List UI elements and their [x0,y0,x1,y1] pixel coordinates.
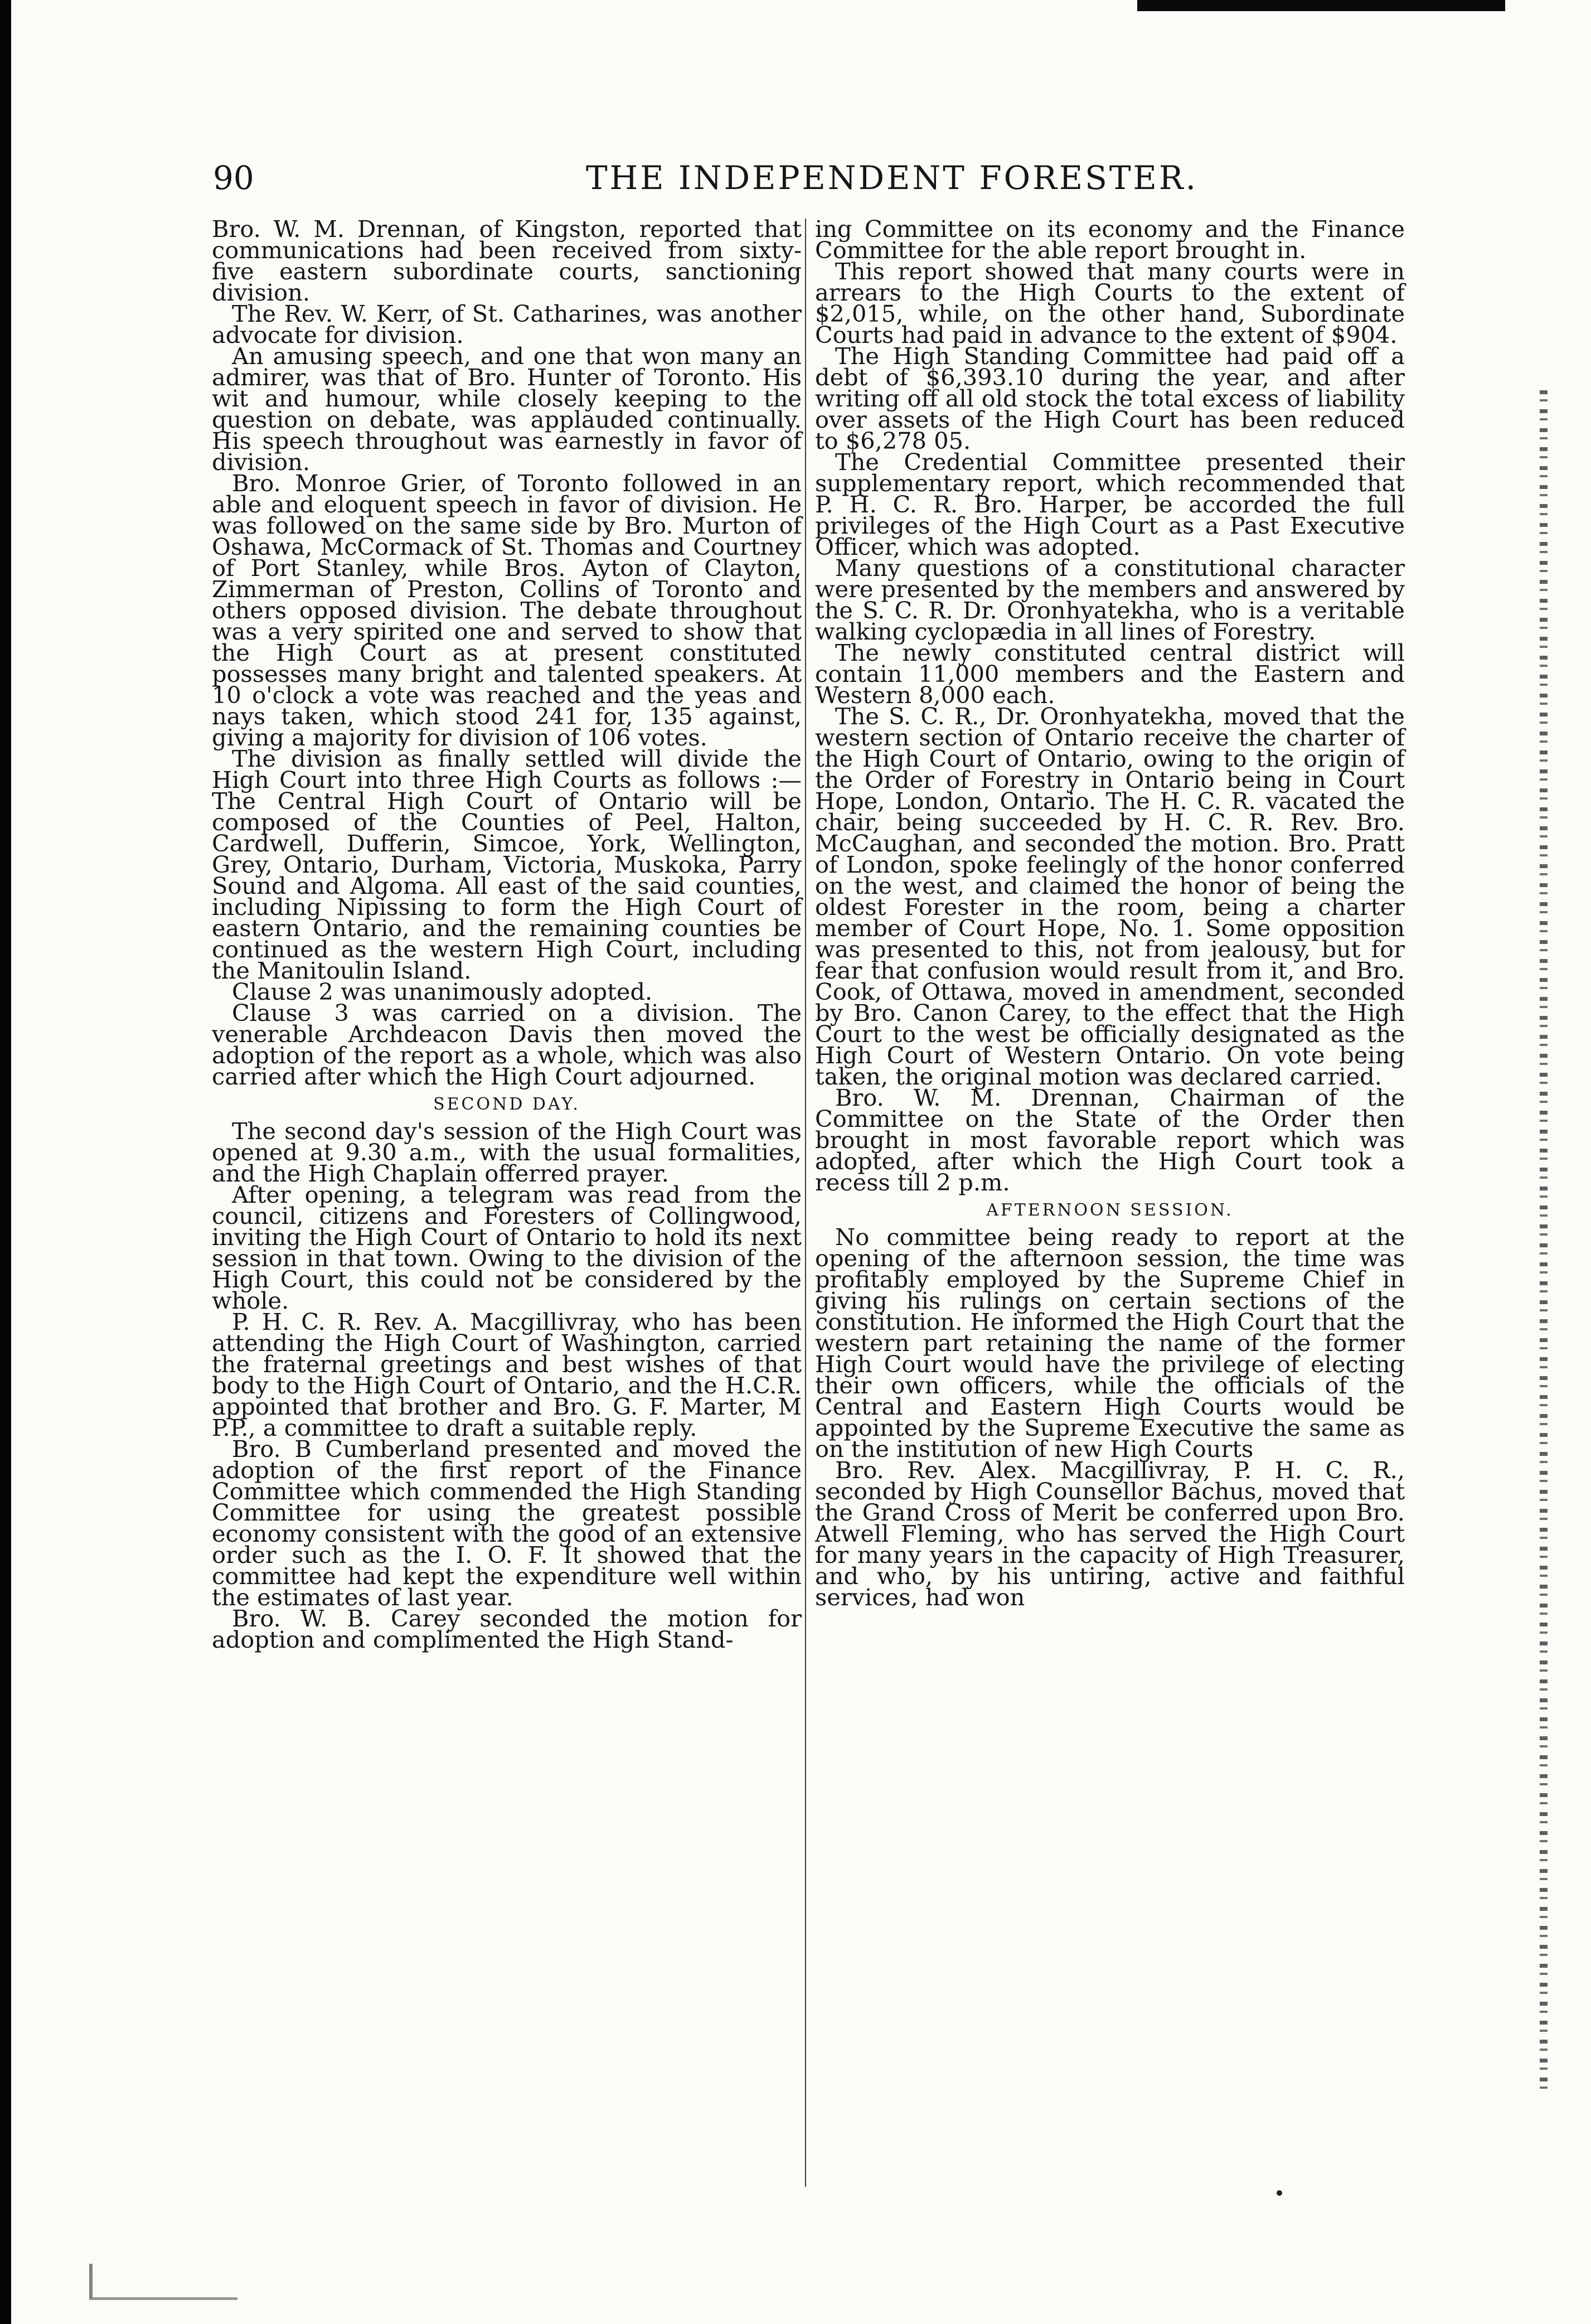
paragraph: Clause 2 was unanimously adopted. [232,978,653,1005]
paragraph: Bro. Rev. Alex. Macgillivray, P. H. C. R., seconded by High Counsellor Bachus, moved that the Grand Cross of Merit be conferred upon Bro. Atwell Fleming, who has served the High Court for many years in the capacity of High Treasurer, and who, by his untiring, active and faithful services, had won [815,1456,1405,1611]
paragraph: Bro. W. M. Drennan, Chairman of the Committee on the State of the Order then brought in most favorable report which was adopted, after which the High Court took a recess till 2 p.m. [815,1084,1405,1196]
running-title: THE INDEPENDENT FORESTER. [585,159,1199,197]
right-column [815,215,1405,1611]
paragraph: Many questions of a constitutional character were presented by the members and answered by the S. C. R. Dr. Oronhyatekha, who is a veritable walking cyclopædia in all lines of Forestry. [815,554,1405,645]
left-column [212,215,802,1653]
scan-top-mark [1137,0,1505,11]
paragraph: The Credential Committee presented their supplementary report, which recommended that P. H. C. R. Bro. Harper, be accorded the full privileges of the High Court as a Past Executive Officer, which was adopted. [815,448,1405,560]
section-heading-afternoon-session: AFTERNOON SESSION. [986,1200,1234,1220]
scan-left-border [0,0,11,2324]
page-number: 90 [213,159,254,197]
paragraph: Bro. W. M. Drennan, of Kingston, reported that communications had been received from sixty-five eastern subordinate courts, sanctioning division. [212,215,802,306]
paragraph: P. H. C. R. Rev. A. Macgillivray, who has been attending the High Court of Washington, carried the fraternal greetings and best wishes of that body to the High Court of Ontario, and the H.C.R. appointed that brother and Bro. G. F. Marter, M P.P., a committee to draft a suitable reply. [212,1308,802,1441]
scan-right-edge [1540,390,1548,2097]
paragraph: Bro. B Cumberland presented and moved the adoption of the first report of the Finance Committee which commended the High Standing Committee for using the greatest possible economy consistent with the good of an extensive order such as the I. O. F. It showed that the committee had kept the expenditure well within the estimates of last year. [212,1435,802,1611]
paragraph: No committee being ready to report at the opening of the afternoon session, the time was profitably employed by the Supreme Chief in giving his rulings on certain sections of the constitution. He informed the High Court that the western part retaining the name of the former High Court would have the privilege of electing their own officers, while the officials of the Central and Eastern High Courts would be appointed by the Supreme Executive the same as on the institution of new High Courts [815,1223,1405,1463]
paragraph: The High Standing Committee had paid off a debt of $6,393.10 during the year, and after writing off all old stock the total excess of liability over assets of the High Court has been reduced to $6,278 05. [815,342,1405,454]
section-heading-second-day: SECOND DAY. [433,1095,580,1114]
paragraph: Bro. Monroe Grier, of Toronto followed in an able and eloquent speech in favor of division. He was followed on the same side by Bro. Murton of Oshawa, McCormack of St. Thomas and Courtney of Port Stanley, while Bros. Ayton of Clayton, Zimmerman of Preston, Collins of Toronto and others opposed division. The debate throughout was a very spirited one and served to show that the High Court as at present constituted possesses many bright and talented speakers. At 10 o'clock a vote was reached and the yeas and nays taken, which stood 241 for, 135 against, giving a majority for division of 106 votes. [212,469,802,751]
column-divider [805,219,806,2187]
paragraph: An amusing speech, and one that won many an admirer, was that of Bro. Hunter of Toronto. His wit and humour, while closely keeping to the question on debate, was applauded continually. His speech throughout was earnestly in favor of division. [212,342,802,476]
paragraph: Bro. W. B. Carey seconded the motion for adoption and complimented the High Stand- [212,1605,802,1653]
paragraph: The Rev. W. Kerr, of St. Catharines, was another advocate for division. [212,300,802,348]
paragraph: The S. C. R., Dr. Oronhyatekha, moved that the western section of Ontario receive the charter of the High Court of Ontario, owing to the origin of the Order of Forestry in Ontario being in Court Hope, London, Ontario. The H. C. R. vacated the chair, being succeeded by H. C. R. Rev. Bro. McCaughan, and seconded the motion. Bro. Pratt of London, spoke feelingly of the honor conferred on the west, and claimed the honor of being the oldest Forester in the room, being a charter member of Court Hope, No. 1. Some opposition was presented to this, not from jealousy, but for fear that confusion would result from it, and Bro. Cook, of Ottawa, moved in amendment, seconded by Bro. Canon Carey, to the effect that the High Court to the west be officially designated as the High Court of Western Ontario. On vote being taken, the original motion was declared carried. [815,703,1405,1090]
paragraph: This report showed that many courts were in arrears to the High Courts to the extent of $2,015, while, on the other hand, Subordinate Courts had paid in advance to the extent of $904. [815,258,1405,348]
paragraph: After opening, a telegram was read from the council, citizens and Foresters of Collingwood, inviting the High Court of Ontario to hold its next session in that town. Owing to the division of the High Court, this could not be considered by the whole. [212,1181,802,1314]
paragraph: The division as finally settled will divide the High Court into three High Courts as follows :—The Central High Court of Ontario will be composed of the Counties of Peel, Halton, Cardwell, Dufferin, Simcoe, York, Wellington, Grey, Ontario, Durham, Victoria, Muskoka, Parry Sound and Algoma. All east of the said counties, including Nipissing to form the High Court of eastern Ontario, and the remaining counties be continued as the western High Court, including the Manitoulin Island. [212,745,802,984]
scan-bottom-smudge [89,2264,237,2300]
paragraph: The newly constituted central district will contain 11,000 members and the Eastern and Western 8,000 each. [815,639,1405,709]
paragraph: Clause 3 was carried on a division. The venerable Archdeacon Davis then moved the adoption of the report as a whole, which was also carried after which the High Court adjourned. [212,999,802,1090]
paragraph: ing Committee on its economy and the Finance Committee for the able report brought in. [815,215,1405,264]
paragraph: The second day's session of the High Court was opened at 9.30 a.m., with the usual formalities, and the High Chaplain offerred prayer. [212,1117,802,1187]
ink-dot [1277,2190,1282,2196]
